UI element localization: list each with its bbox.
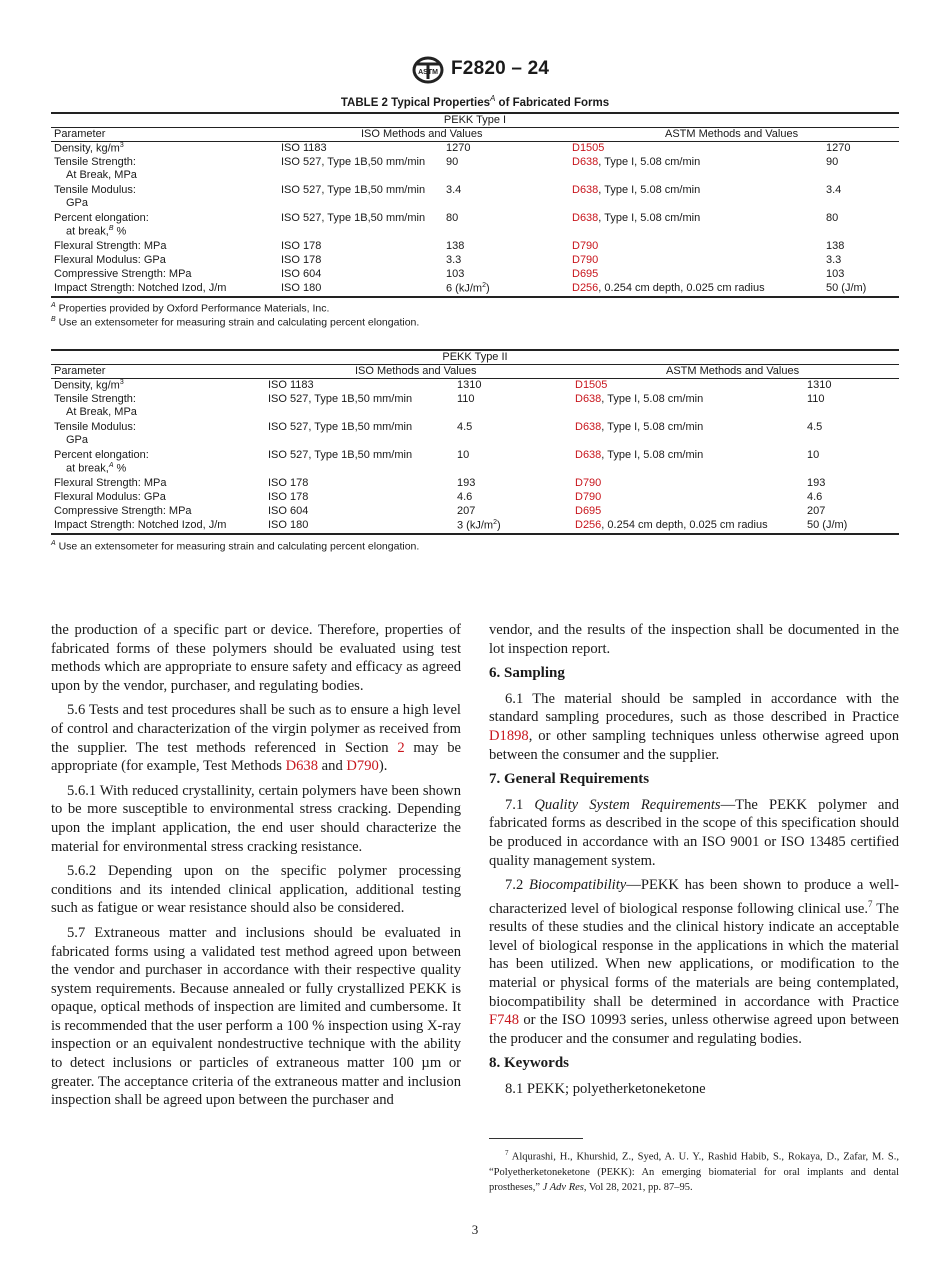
link-d1898[interactable]: D1898 xyxy=(489,727,529,744)
astm-value-cell: 193 xyxy=(807,477,826,489)
astm-method-link[interactable]: D790 xyxy=(572,254,599,266)
iso-value-cell: 103 xyxy=(446,268,465,280)
iso-method-cell: ISO 527, Type 1B,50 mm/min xyxy=(268,449,413,461)
table-row xyxy=(51,254,899,268)
param-cell: Tensile Strength: xyxy=(54,393,136,405)
astm-method-link[interactable]: D256 xyxy=(572,282,599,294)
param-cell: Impact Strength: Notched Izod, J/m xyxy=(54,519,227,531)
astm-method-link[interactable]: D1505 xyxy=(575,379,608,391)
iso-method-cell: ISO 178 xyxy=(281,254,322,266)
properties-table-type2 xyxy=(51,349,899,535)
table-row xyxy=(51,449,899,477)
iso-value-cell: 10 xyxy=(457,449,470,461)
table1-footnote-b: $^B$ Use an extensometer for measuring strain and calculating percent elongation. xyxy=(51,316,420,329)
iso-value-cell: 1270 xyxy=(446,142,471,154)
table-row xyxy=(51,379,899,393)
table1-footnote-a: $^A$ Properties provided by Oxford Performance Materials, Inc. xyxy=(51,302,330,315)
heading-general-requirements: 7. General Requirements xyxy=(489,771,650,788)
astm-method-cell xyxy=(575,379,607,391)
header-iso: ISO Methods and Values xyxy=(355,365,477,377)
param-cell: Flexural Strength: MPa xyxy=(54,477,167,489)
iso-value-cell: 193 xyxy=(457,477,476,489)
astm-method-cell xyxy=(572,268,598,280)
body-column-right xyxy=(489,621,899,1105)
paragraph-5-6-2: 5.6.2 Depending upon on the specific polymer processing conditions and its intended clinical application, additional testing such as fatigue or wear resistance should also be considered. xyxy=(51,863,461,917)
table-column-headers xyxy=(51,365,899,378)
astm-method-link[interactable]: D790 xyxy=(572,240,599,252)
astm-method-cell: D638, Type I, 5.08 cm/min xyxy=(575,449,704,461)
astm-method-link[interactable]: D256 xyxy=(575,519,602,531)
astm-method-cell xyxy=(572,142,604,154)
iso-value-cell: 110 xyxy=(457,393,475,405)
astm-method-cell: D256, 0.254 cm depth, 0.025 cm radius xyxy=(572,282,765,294)
iso-value-cell: 3.3 xyxy=(446,254,462,266)
astm-value-cell: 4.5 xyxy=(807,421,823,433)
heading-keywords: 8. Keywords xyxy=(489,1055,569,1072)
param-subcell: GPa xyxy=(66,434,89,446)
param-subcell: At Break, MPa xyxy=(66,169,137,181)
astm-method-link[interactable]: D638 xyxy=(575,421,602,433)
param-subcell: At Break, MPa xyxy=(66,406,137,418)
table-type-title: PEKK Type II xyxy=(442,351,508,363)
iso-method-cell: ISO 604 xyxy=(281,268,322,280)
astm-method-cell xyxy=(572,240,598,252)
astm-value-cell: 1310 xyxy=(807,379,832,391)
astm-method-link[interactable]: D790 xyxy=(575,491,602,503)
table-row xyxy=(51,393,899,421)
table-row xyxy=(51,156,899,184)
paragraph-continued: vendor, and the results of the inspection shall be documented in the lot inspection report. xyxy=(489,622,899,657)
iso-method-cell: ISO 1183 xyxy=(281,142,327,154)
footnote-divider xyxy=(489,1138,583,1139)
table-row xyxy=(51,505,899,519)
iso-method-cell: ISO 1183 xyxy=(268,379,314,391)
link-section-2[interactable]: 2 xyxy=(397,739,405,756)
astm-value-cell: 10 xyxy=(807,449,820,461)
astm-value-cell: 1270 xyxy=(826,142,851,154)
astm-value-cell: 110 xyxy=(807,393,825,405)
astm-method-link[interactable]: D790 xyxy=(575,477,602,489)
iso-method-cell: ISO 178 xyxy=(268,491,309,503)
table-column-headers xyxy=(51,128,899,141)
table-row xyxy=(51,491,899,505)
astm-method-cell: D638, Type I, 5.08 cm/min xyxy=(572,184,701,196)
standard-number: F2820 – 24 xyxy=(451,58,550,79)
param-cell: Flexural Modulus: GPa xyxy=(54,491,166,503)
footnote-7: $^7$ Alqurashi, H., Khurshid, Z., Syed, A. U. Y., Rashid Habib, S., Rokaya, D., Zafar, M. S., “Polyetherketoneketone (PEKK): An emerging biomaterial for oral implants and dental prostheses,” J Adv Res, Vol 28, 2021, pp. 87–95. xyxy=(489,1149,899,1193)
logo-text: ASTM xyxy=(418,69,438,76)
iso-method-cell: ISO 178 xyxy=(268,477,309,489)
astm-value-cell: 50 (J/m) xyxy=(826,282,867,294)
iso-value-cell: 4.5 xyxy=(457,421,473,433)
astm-method-link[interactable]: D638 xyxy=(572,184,599,196)
table-row xyxy=(51,240,899,254)
table-row xyxy=(51,519,899,533)
astm-method-cell: D638, Type I, 5.08 cm/min xyxy=(572,212,701,224)
link-d790[interactable]: D790 xyxy=(346,758,379,775)
param-cell: Tensile Modulus: xyxy=(54,184,136,196)
astm-method-cell: D256, 0.254 cm depth, 0.025 cm radius xyxy=(575,519,768,531)
iso-value-cell: 90 xyxy=(446,156,459,168)
astm-method-cell xyxy=(575,477,601,489)
param-cell: Density, $kg/m^3$ xyxy=(54,379,124,392)
table-row xyxy=(51,184,899,212)
astm-method-cell xyxy=(575,491,601,503)
table-row xyxy=(51,421,899,449)
iso-method-cell: ISO 527, Type 1B,50 mm/min xyxy=(268,421,413,433)
page-header xyxy=(0,55,950,85)
param-subcell: at break,$^B$ % xyxy=(66,225,127,238)
iso-method-cell: ISO 180 xyxy=(268,519,309,531)
param-cell: Tensile Strength: xyxy=(54,156,136,168)
iso-value-cell: 3.4 xyxy=(446,184,462,196)
iso-method-cell: ISO 527, Type 1B,50 mm/min xyxy=(281,212,426,224)
param-cell: Impact Strength: Notched Izod, J/m xyxy=(54,282,227,294)
astm-method-cell: D638, Type I, 5.08 cm/min xyxy=(572,156,701,168)
header-parameter: Parameter xyxy=(54,128,106,140)
param-cell: Flexural Modulus: GPa xyxy=(54,254,166,266)
param-cell: Flexural Strength: MPa xyxy=(54,240,167,252)
paragraph-6-1: 6.1 The material should be sampled in accordance with the standard sampling procedures, such as those described in Practice D1898, or other sampling techniques unless otherwise agreed upon between the consumer and the supplier. xyxy=(489,690,899,763)
astm-method-link[interactable]: D695 xyxy=(575,505,602,517)
page-number: 3 xyxy=(471,1222,479,1237)
astm-method-link[interactable]: D638 xyxy=(572,156,599,168)
astm-method-cell: D638, Type I, 5.08 cm/min xyxy=(575,421,704,433)
paragraph-8-1: 8.1 PEKK; polyetherketoneketone xyxy=(505,1080,706,1097)
iso-value-cell: 138 xyxy=(446,240,465,252)
header-astm: ASTM Methods and Values xyxy=(666,365,800,377)
table-row xyxy=(51,268,899,282)
properties-table-type1 xyxy=(51,112,899,298)
astm-method-link[interactable]: D695 xyxy=(572,268,599,280)
paragraph-5-6: 5.6 Tests and test procedures shall be such as to ensure a high level of control and characterization of the virgin polymer as received from the supplier. The test methods referenced in Section 2 may be appropriate (for example, Test Methods D638 and D790). xyxy=(51,702,461,775)
astm-method-cell xyxy=(572,254,598,266)
astm-method-link[interactable]: D638 xyxy=(572,212,599,224)
astm-value-cell: 3.3 xyxy=(826,254,842,266)
iso-value-cell: 80 xyxy=(446,212,459,224)
param-cell: Percent elongation: xyxy=(54,212,149,224)
table-type-title: PEKK Type I xyxy=(443,114,507,126)
link-d638[interactable]: D638 xyxy=(285,758,319,775)
astm-method-link[interactable]: D638 xyxy=(575,393,602,405)
astm-method-link[interactable]: D638 xyxy=(575,449,602,461)
astm-method-link[interactable]: D1505 xyxy=(572,142,605,154)
paragraph-7-2: 7.2 Biocompatibility—PEKK has been shown to produce a well-characterized level of biological response following clinical use.$^7$ The results of these studies and the clinical history indicate an acceptable level of biological response in the applications in which the material has been utilized. When new applications, or modification to the material or physical forms of the materials are being contemplated, biocompatibility shall be determined in accordance with Practice F748 or the ISO 10993 series, unless otherwise agreed upon between the producer and the consumer and regulating bodies. xyxy=(489,877,900,1047)
table-row xyxy=(51,282,899,296)
iso-value-cell: 6 $(kJ/m^2)$ xyxy=(446,282,490,295)
astm-value-cell: 207 xyxy=(807,505,826,517)
paragraph-5-6-1: 5.6.1 With reduced crystallinity, certain polymers have been shown to be more susceptible to environmental stress cracking. Depending upon the implant application, the end user should characterize the material for environmental stress cracking resistance. xyxy=(51,782,461,855)
header-astm: ASTM Methods and Values xyxy=(665,128,799,140)
param-cell: Percent elongation: xyxy=(54,449,149,461)
astm-value-cell: 4.6 xyxy=(807,491,823,503)
paragraph-7-1: 7.1 Quality System Requirements—The PEKK polymer and fabricated forms as described in the scope of this specification should be produced in accordance with an ISO 9001 or ISO 13485 certified quality management system. xyxy=(489,796,899,869)
iso-method-cell: ISO 527, Type 1B,50 mm/min xyxy=(281,184,426,196)
astm-value-cell: 90 xyxy=(826,156,839,168)
body-column-left xyxy=(51,621,461,1116)
iso-method-cell: ISO 527, Type 1B,50 mm/min xyxy=(268,393,413,405)
param-cell: Compressive Strength: MPa xyxy=(54,505,192,517)
astm-method-cell: D638, Type I, 5.08 cm/min xyxy=(575,393,704,405)
param-cell: Tensile Modulus: xyxy=(54,421,136,433)
link-f748[interactable]: F748 xyxy=(489,1012,520,1029)
astm-value-cell: 3.4 xyxy=(826,184,842,196)
astm-value-cell: 103 xyxy=(826,268,845,280)
param-subcell: GPa xyxy=(66,197,89,209)
param-subcell: at break,$^A$ % xyxy=(66,462,127,475)
iso-value-cell: 3 $(kJ/m^2)$ xyxy=(457,519,501,532)
iso-method-cell: ISO 604 xyxy=(268,505,309,517)
table-row xyxy=(51,212,899,240)
astm-value-cell: 50 (J/m) xyxy=(807,519,848,531)
paragraph-intro: the production of a specific part or device. Therefore, properties of fabricated forms of these polymers should be evaluated using test methods which are appropriate to ensure safety and efficacy as agreed upon by the vendor, purchaser, and regulating bodies. xyxy=(51,622,461,694)
astm-method-cell xyxy=(575,505,601,517)
iso-value-cell: 1310 xyxy=(457,379,482,391)
iso-value-cell: 207 xyxy=(457,505,476,517)
param-cell: Compressive Strength: MPa xyxy=(54,268,192,280)
table2-footnote-a: $^A$ Use an extensometer for measuring strain and calculating percent elongation. xyxy=(51,540,420,553)
table-caption: TABLE 2 Typical Properties$^A$ of Fabricated Forms xyxy=(340,94,610,109)
astm-value-cell: 138 xyxy=(826,240,845,252)
header-iso: ISO Methods and Values xyxy=(361,128,483,140)
iso-method-cell: ISO 527, Type 1B,50 mm/min xyxy=(281,156,426,168)
iso-method-cell: ISO 180 xyxy=(281,282,322,294)
paragraph-5-7: 5.7 Extraneous matter and inclusions should be evaluated in fabricated forms using a validated test method agreed upon between the vendor and purchaser in accordance with their respective quality system requirements. Because annealed or fully crystallized PEKK is opaque, optical methods of inspection are limited and cumbersome. It is recommended that the user perform a 100 % inspection using X-ray inspection or an equivalent nondestructive technique with the ability to detect inclusions or particles of extraneous matter 100 µm or greater. The acceptance criteria of the extraneous matter and inclusion inspection shall be agreed upon between the purchaser and xyxy=(51,924,461,1109)
param-cell: Density, $kg/m^3$ xyxy=(54,142,124,155)
table-row xyxy=(51,142,899,156)
astm-value-cell: 80 xyxy=(826,212,839,224)
header-parameter: Parameter xyxy=(54,365,106,377)
astm-logo-icon xyxy=(411,55,445,85)
iso-method-cell: ISO 178 xyxy=(281,240,322,252)
table-row xyxy=(51,477,899,491)
heading-sampling: 6. Sampling xyxy=(489,665,565,682)
iso-value-cell: 4.6 xyxy=(457,491,473,503)
